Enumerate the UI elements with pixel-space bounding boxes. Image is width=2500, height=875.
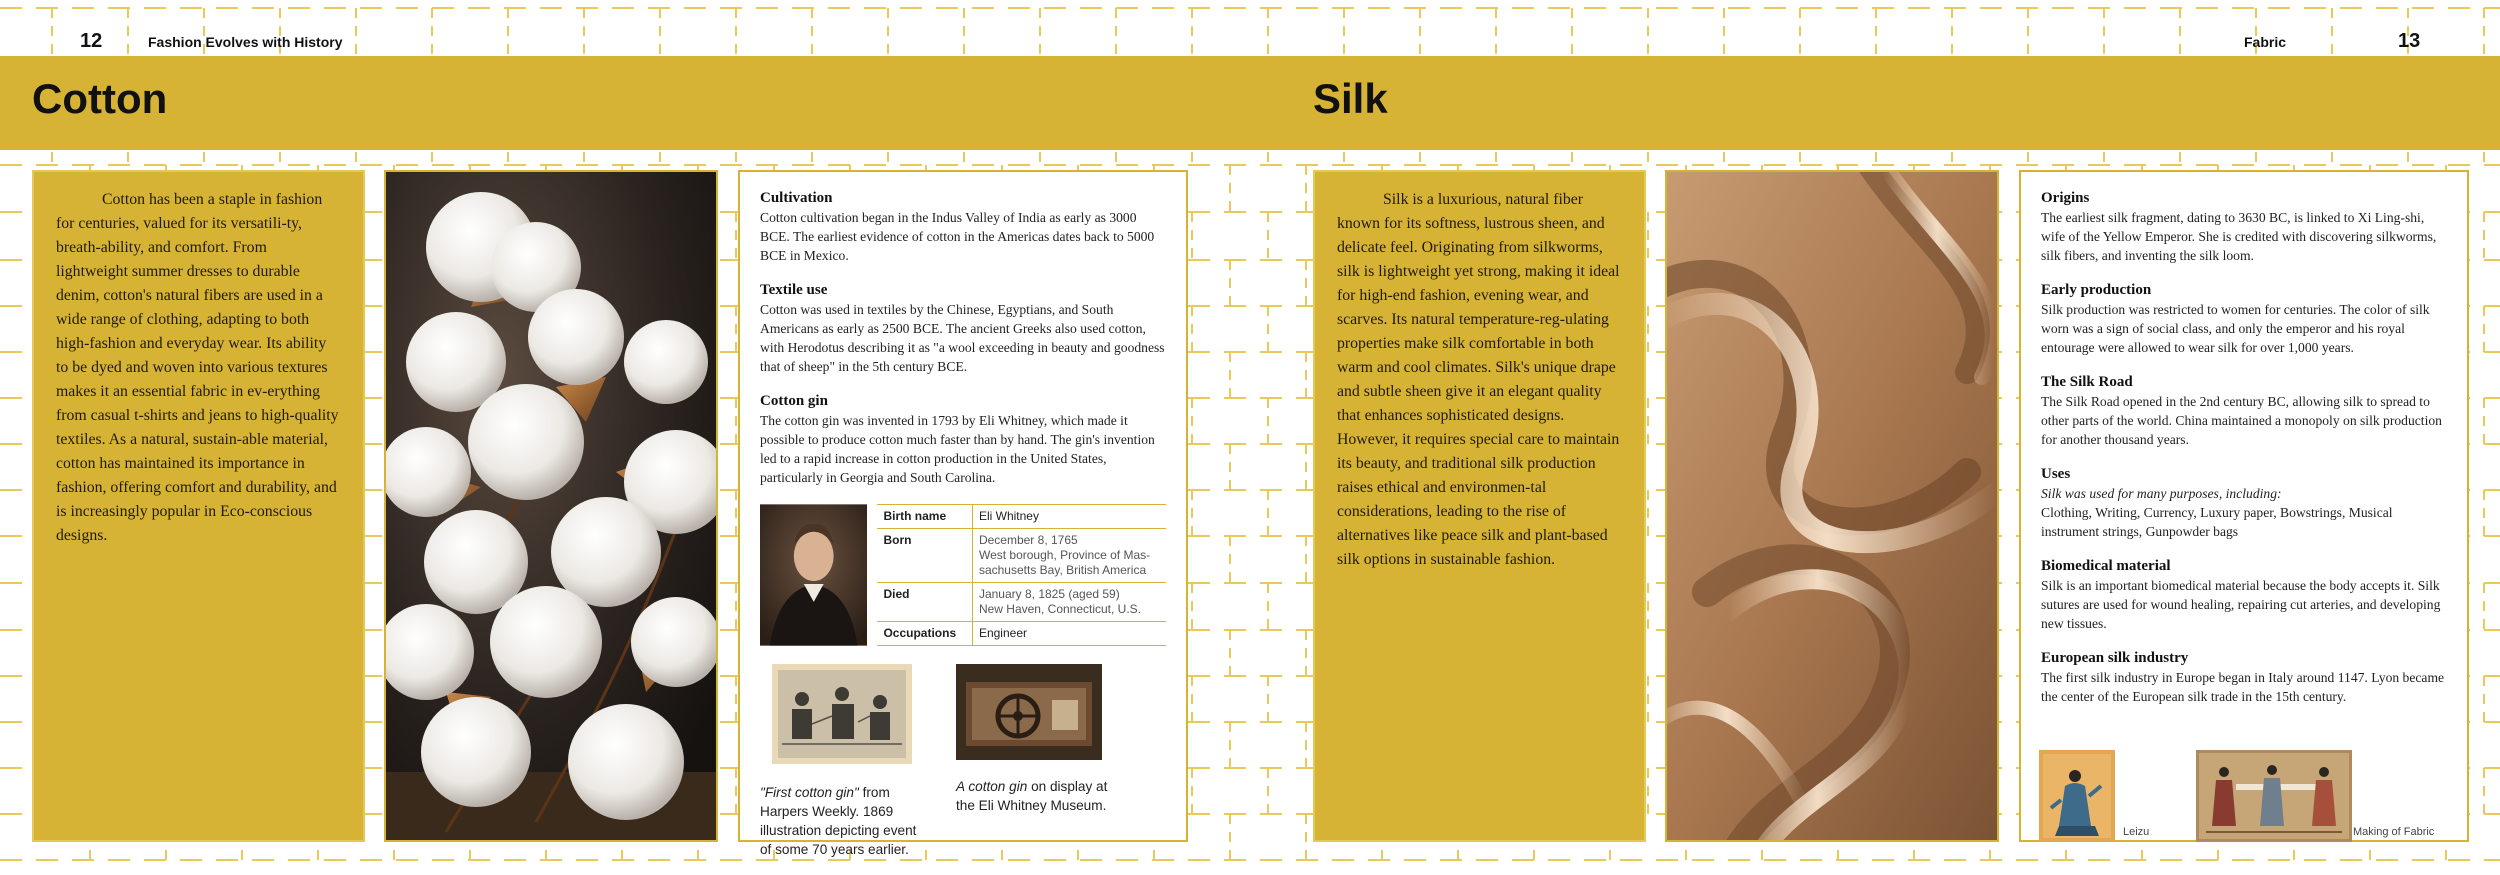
died-date: January 8, 1825 (aged 59) [978,587,1120,601]
textile-use-heading: Textile use [760,282,828,298]
page-number-left: 12 [80,30,103,52]
birth-name-label: Birth name [877,505,972,529]
died-value [972,583,1166,622]
silk-road-text: The Silk Road opened in the 2nd century BC, allowing silk to spread to other parts of the world. China maintained a monopoly on silk production for another thousand years. [2041,394,2442,447]
textile-use-text: Cotton was used in textiles by the Chinese, Egyptians, and South Americans as early as 2500 BCE. The ancient Greeks also used cotton, with Herodotus describing it as "a wool exceeding in beauty and goodness that of sheep" in the 5th century BCE. [760,302,1165,374]
uses-section [2041,466,2449,541]
caption-cotton-gin-museum [956,777,1116,815]
occupations-label: Occupations [877,622,972,646]
caption-first-cotton-gin-rest: from Harpers Weekly. 1869 illustration depicting event of some 70 years earlier. [760,785,917,857]
making-of-fabric-label: Making of Fabric [2353,826,2435,838]
running-title-right: Fabric [2244,34,2287,50]
early-production-text: Silk production was restricted to women for centuries. The color of silk worn was a sign of social class, and only the emperor and his royal entourage were allowed to wear silk for over 1,000 years. [2041,302,2430,355]
bio-table [877,504,1166,646]
leizu-painting [2039,750,2115,842]
silk-info-panel [2019,170,2469,842]
leizu-label: Leizu [2123,826,2150,838]
cotton-bolls-photo [386,172,718,842]
uses-heading: Uses [2041,466,2071,482]
born-label: Born [877,529,972,583]
occupations-value: Engineer [972,622,1166,646]
uses-intro-text: Silk was used for many purposes, including: [2041,486,2282,501]
eli-whitney-infobox [760,504,1166,646]
section-title-cotton: Cotton [32,75,168,122]
first-cotton-gin-illustration [772,664,912,764]
figure-cotton-gin-museum [956,664,1116,859]
origins-heading: Origins [2041,190,2090,206]
born-value [972,529,1166,583]
born-date: December 8, 1765 [978,533,1078,547]
birth-name-value: Eli Whitney [972,505,1166,529]
caption-cotton-gin-museum-rest: on display at the Eli Whitney Museum. [956,779,1108,813]
section-title-silk: Silk [1313,75,1388,122]
cotton-intro-panel [32,170,365,842]
silk-fabric-photo [1667,172,1999,842]
making-of-fabric-painting [2196,750,2352,842]
cotton-photo [384,170,718,842]
silk-road-section [2041,374,2449,449]
origins-text: The earliest silk fragment, dating to 3630 BC, is linked to Xi Ling-shi, wife of the Yellow Emperor. She is credited with discovering silkworms, silk fibers, and inventing the silk loom. [2041,210,2437,263]
silk-intro-panel [1313,170,1646,842]
silk-intro-text: Silk is a luxurious, natural fiber known for its softness, lustrous sheen, and delicate feel. Originating from silkworms, silk is lightweight yet strong, making it ideal for high-end fashion, evening wear, and scarves. Its natural temperature-reg-ulating properties make silk comfortable in both warm and cool climates. Silk's unique drape and subtle sheen give it an elegant quality that enhances sophisticated designs. However, it requires special care to maintain its beauty, and traditional silk production raises ethical and environmen-tal considerations, leading to the rise of alternatives like peace silk and plant-based silk options in sustainable fashion. [1337,191,1620,568]
cotton-gin-text: The cotton gin was invented in 1793 by Eli Whitney, which made it possible to produce cotton much faster than by hand. The gin's invention led to a rapid increase in cotton production in the United States, particularly in Georgia and South Carolina. [760,413,1155,485]
died-place: New Haven, Connecticut, U.S. [978,602,1142,616]
textile-use-section [760,282,1166,376]
figure-first-cotton-gin [760,664,920,859]
european-text: The first silk industry in Europe began in Italy around 1147. Lyon became the center of the European silk trade in the 15th century. [2041,670,2445,704]
biomedical-heading: Biomedical material [2041,558,2171,574]
early-production-section [2041,282,2449,357]
uses-intro [2041,484,2449,503]
cultivation-heading: Cultivation [760,190,833,206]
cotton-gin-section [760,393,1166,487]
european-heading: European silk industry [2041,650,2189,666]
table-row [877,583,1166,622]
header-banner [0,56,2500,150]
biomedical-section [2041,558,2449,633]
table-row [877,622,1166,646]
early-production-heading: Early production [2041,282,2152,298]
running-title-left: Fashion Evolves with History [148,34,343,50]
born-place-2: sachusetts Bay, British America [978,563,1147,577]
caption-first-cotton-gin [760,783,920,859]
cotton-gin-figures [760,664,1166,859]
page-number-right: 13 [2398,30,2421,52]
cotton-gin-heading: Cotton gin [760,393,828,409]
silk-road-heading: The Silk Road [2041,374,2133,390]
eli-whitney-portrait [760,504,867,646]
born-place-1: West borough, Province of Mas- [978,548,1151,562]
european-section [2041,650,2449,706]
table-row [877,505,1166,529]
died-label: Died [877,583,972,622]
table-row [877,529,1166,583]
uses-text: Clothing, Writing, Currency, Luxury paper, Bowstrings, Musical instrument strings, Gunpowder bags [2041,505,2393,539]
cotton-info-panel [738,170,1188,857]
caption-first-cotton-gin-title: "First cotton gin" [760,785,859,800]
caption-cotton-gin-museum-title: A cotton gin [956,779,1028,794]
biomedical-text: Silk is an important biomedical material because the body accepts it. Silk sutures are used for wound healing, repairing cut arteries, and developing new tissues. [2041,578,2441,631]
origins-section [2041,190,2449,265]
silk-photo [1665,170,1999,842]
cotton-intro-text: Cotton has been a staple in fashion for centuries, valued for its versatili-ty, breath-ability, and comfort. From lightweight summer dresses to durable denim, cotton's natural fibers are used in a wide range of clothing, adapting to both high-fashion and everyday wear. Its ability to be dyed and woven into various textures makes it an essential fabric in ev-erything from casual t-shirts and jeans to high-quality textiles. As a natural, sustain-able material, cotton has maintained its importance in fashion, offering comfort and durability, and is increasingly popular in Eco-conscious designs. [56,191,339,544]
cotton-gin-museum-photo [956,664,1102,760]
cultivation-section [760,190,1166,265]
cultivation-text: Cotton cultivation began in the Indus Valley of India as early as 3000 BCE. The earliest evidence of cotton in the Americas dates back to 5000 BCE in Mexico. [760,210,1155,263]
